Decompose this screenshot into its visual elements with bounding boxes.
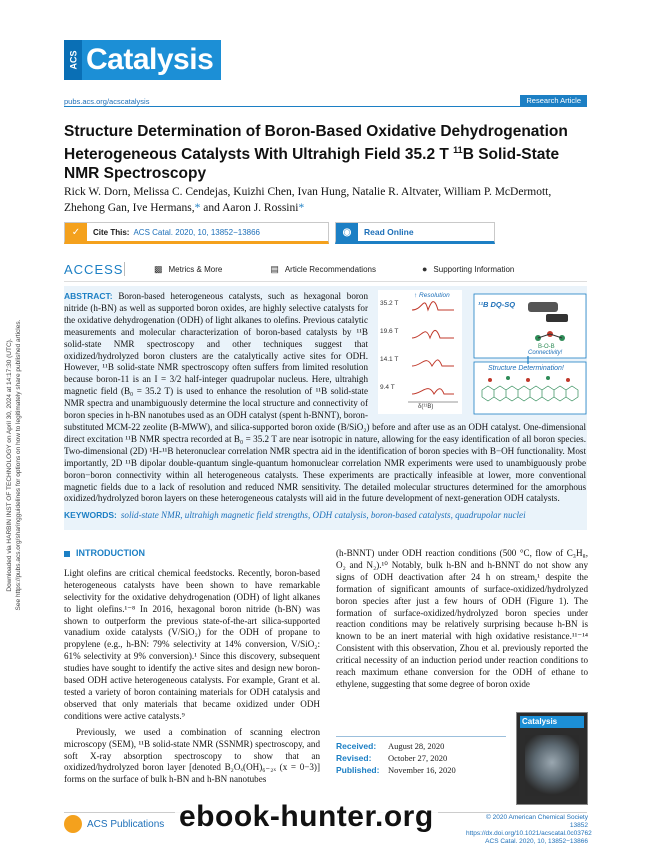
article-dates: Received: August 28, 2020 Revised: October 27, 2020 Published: November 16, 2020	[336, 741, 456, 775]
dates-divider	[336, 736, 506, 737]
revised-date: October 27, 2020	[388, 753, 448, 763]
access-bar	[64, 260, 587, 278]
toc-spectrum-9t	[412, 389, 454, 394]
acs-hexagon-icon	[64, 815, 82, 833]
journal-logo-word: Catalysis	[82, 40, 221, 80]
access-label: ACCESS	[64, 261, 124, 277]
download-notice	[2, 245, 32, 685]
header-divider	[64, 106, 587, 107]
access-divider	[124, 262, 154, 276]
toc-structure-label: Structure Determination!	[488, 365, 564, 372]
toc-field-label: 35.2 T	[380, 300, 399, 307]
toc-bob-label: B-O-B	[538, 344, 555, 350]
toc-field-label: 19.6 T	[380, 328, 399, 335]
access-divider-rule	[64, 281, 587, 282]
abstract-text: Boron-based heterogeneous catalysts, such as hexagonal boron nitride (h-BN) as well as supported boron oxides, are highly selective catalysts for the oxidative dehydrogenation (ODH) of light alkanes to olefins. Previous catalytic measurements and molecular characterization of boron-based catalysts by ¹¹B solid-state NMR spectroscopy and other techniques suggest that oxidized/hydrolyzed boron clusters are the catalytically active sites for ODH. However, ¹¹B solid-state NMR spectroscopy often suffers from limited resolution because boron-11 is an I = 3/2 half-integer quadrupolar nucleus. Here, ultrahigh magnetic field (B₀ = 35.2 T) is used to enhance the resolution of ¹¹B solid-state NMR spectra and unambiguously determine the local structure and connectivity of boron species in h-BN nanotubes used as an ODH catalyst (spent h-BNNT), boron-substituted MCM-22 zeolite (B-MWW), and silica-supported boron oxide (B/SiO₂) before and after use as an ODH catalyst. One-dimensional direct excitation ¹¹B NMR spectra recorded at B₀ = 35.2 T are near isotropic in nature, allowing for the easy identification of all boron species. Two-dimensional (2D) ¹H-¹¹B heteronuclear correlation NMR spectra aid in the identification of boron species with B−OH functionality. Most importantly, 2D ¹¹B dipolar double-quantum single-quantum homonuclear correlation NMR experiments were used to unambiguously probe boron−boron connectivity within all heterogeneous catalysts. These experiments are practically infeasible at lower, more conventional magnetic fields due to a lack of resolution and reduced NMR sensitivity. The detailed molecular structures determined for the amorphous oxidized/hydrolyzed boron layers on these heterogeneous catalysts will aid in the future development of next-generation ODH catalysts.	[64, 291, 586, 504]
keywords-list[interactable]: solid-state NMR, ultrahigh magnetic field strengths, ODH catalysis, boron-based catalysts, quadrupolar nuclei	[120, 510, 526, 520]
toc-spectrum-14t	[412, 360, 454, 366]
toc-resolution-label: ↑ Resolution	[414, 292, 450, 299]
bar-chart-icon: ▩	[154, 263, 163, 274]
toc-dqsq-label: ¹¹B DQ-SQ	[478, 300, 516, 309]
toc-spectrum-35t	[412, 302, 454, 310]
keywords	[64, 510, 586, 520]
journal-url-link[interactable]: pubs.acs.org/acscatalysis	[64, 97, 150, 106]
article-type-badge: Research Article	[520, 95, 587, 106]
journal-logo[interactable]	[64, 40, 221, 80]
article-title: Structure Determination of Boron-Based Oxidative Dehydrogenation Heterogeneous Catalysts With Ultrahigh Field 35.2 T $^{11}$B Solid-State NMR Spectroscopy	[64, 123, 568, 183]
toc-instrument	[528, 302, 558, 312]
cite-check-icon: ✓	[65, 223, 87, 242]
toc-field-label: 14.1 T	[380, 356, 399, 363]
info-circle-icon: ●	[421, 264, 428, 274]
toc-instrument-base	[546, 314, 568, 322]
globe-icon: ◉	[336, 223, 358, 242]
received-date: August 28, 2020	[388, 741, 445, 751]
footer-journal-ref: ACS Catal. 2020, 10, 13852−13866	[485, 838, 588, 845]
toc-graphic	[378, 290, 590, 416]
page-number: 13852	[569, 822, 588, 829]
citation-reference[interactable]: ACS Catal. 2020, 10, 13852−13866	[133, 227, 260, 237]
published-date: November 16, 2020	[388, 765, 456, 775]
toc-axis-label: δ(¹¹B)	[418, 404, 434, 410]
toc-connectivity-label: Connectivity!	[528, 350, 563, 356]
recommendations-button[interactable]: ▤ Article Recommendations	[270, 263, 376, 274]
section-square-icon	[64, 551, 70, 557]
toc-spectrum-19t	[412, 330, 454, 338]
intro-column-left	[64, 548, 320, 790]
journal-cover-thumbnail[interactable]	[516, 712, 588, 805]
intro-paragraph-1: Light olefins are critical chemical feedstocks. Recently, boron-based heterogeneous catalysts have been shown to have remarkable selectivity for the oxidative dehydrogenation (ODH) of light alkanes to light olefins.¹⁻⁸ In 2016, hexagonal boron nitride (h-BN) was shown to outperform the previous state-of-the-art silica-supported vanadium oxide catalysts (V/SiO₂) for the ODH of propane to propylene (e.g., h-BN: 79% selectivity at 14% conversion, V/SiO₂: 61% selectivity at 9% conversion).¹ Since this discovery, subsequent studies have sought to identify the active sites and design new boron-based ODH active heterogeneous catalysts. For example, Grant et al. tested a variety of boron containing materials for ODH catalysis and observed that only materials that became oxidized under ODH conditions were active catalysts.⁹	[64, 567, 320, 721]
footer-citation	[466, 814, 592, 846]
keywords-label: KEYWORDS:	[64, 510, 117, 520]
download-notice-line2: See https://pubs.acs.org/sharingguidelines for options on how to legitimately share published articles.	[15, 319, 22, 611]
supporting-info-button[interactable]: ● Supporting Information	[421, 264, 515, 274]
author-list: Rick W. Dorn, Melissa C. Cendejas, Kuizhi Chen, Ivan Hung, Natalie R. Altvater, William P. McDermott, Zhehong Gan, Ive Hermans,* and Aaron J. Rossini*	[64, 186, 552, 214]
acs-logo-mark: ACS	[64, 40, 82, 80]
doi-link[interactable]: https://dx.doi.org/10.1021/acscatal.0c03762	[466, 830, 592, 837]
cite-this-box[interactable]: ✓ Cite This: ACS Catal. 2020, 10, 13852−13866	[64, 222, 329, 244]
intro-heading: INTRODUCTION	[64, 548, 320, 560]
watermark: ebook-hunter.org	[175, 800, 438, 834]
intro-column-right	[336, 548, 588, 691]
document-list-icon: ▤	[270, 263, 279, 274]
read-online-label: Read Online	[364, 227, 414, 237]
corresponding-author-star[interactable]: *	[194, 202, 201, 214]
cover-title: Catalysis	[520, 716, 584, 728]
copyright: © 2020 American Chemical Society	[486, 814, 588, 821]
acs-publications-logo[interactable]: ACS Publications	[64, 815, 164, 833]
intro-paragraph-2: Previously, we used a combination of scanning electron microscopy (SEM), ¹¹B solid-state NMR (SSNMR) spectroscopy, and soft X-ray absorption spectroscopy to show that an oxidized/hydrolyzed boron layer [denoted B₂Oₓ(OH)₆₋₂ₓ (x = 0−3)] forms on the surface of bulk h-BN and h-BN nanotubes	[64, 726, 320, 785]
read-online-button[interactable]	[335, 222, 495, 244]
toc-field-label: 9.4 T	[380, 384, 395, 391]
cover-image	[525, 735, 579, 796]
intro-paragraph-3: (h-BNNT) under ODH reaction conditions (500 °C, flow of C₃H₈, O₂ and N₂).¹⁰ Notably, bulk h-BN and h-BNNT do not show any signs of ODH deactivation after 24 h on stream,¹ despite the formation of significant amounts of surface-oxidized/hydrolyzed boron species after just a few hours of ODH (Figure 1). The formation of surface-oxidized/hydrolyzed boron species under reaction conditions may be relatively surprising because h-BN is known to be an inert material with high oxidative resistance.¹¹⁻¹⁴ Consistent with this observation, Zhou et al. previously reported the critical necessity of an induction period under reaction conditions to reach maximum ethane conversion for the ODH of ethane to ethylene, suggesting that some degree of boron oxide	[336, 548, 588, 689]
abstract-label: ABSTRACT:	[64, 291, 113, 301]
metrics-button[interactable]: ▩ Metrics & More	[154, 263, 223, 274]
download-notice-line1: Downloaded via HARBIN INST OF TECHNOLOGY on April 30, 2024 at 14:17:30 (UTC).	[6, 338, 13, 592]
corresponding-author-star[interactable]: *	[298, 202, 305, 214]
